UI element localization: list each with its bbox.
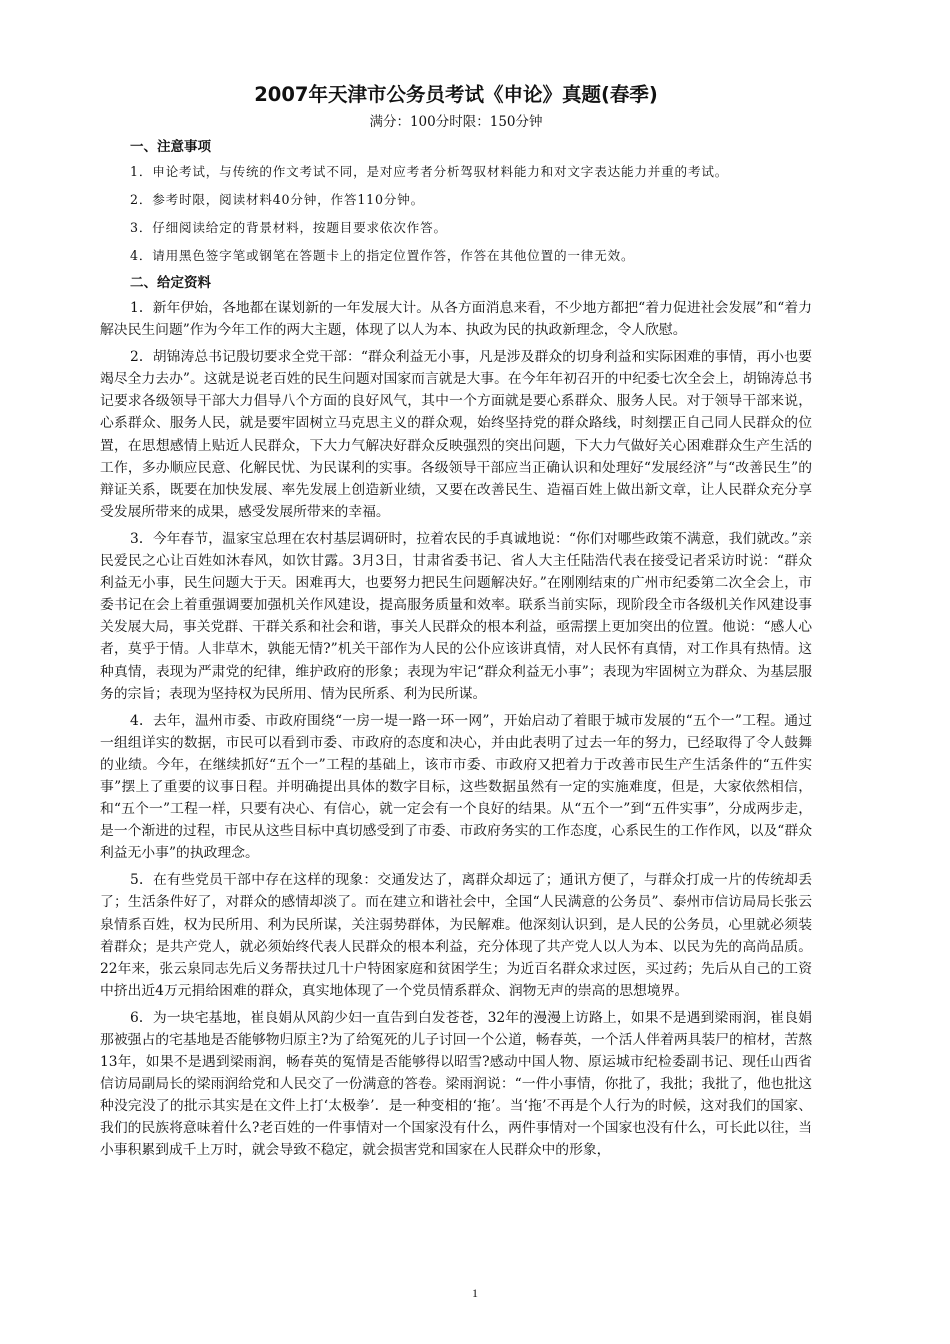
exam-info: 满分：100分时限：150分钟 — [369, 114, 543, 130]
notice-item: 2．参考时限，阅读材料40分钟，作答110分钟。 — [130, 192, 424, 207]
section-heading-materials: 二、给定资料 — [130, 275, 211, 291]
notice-item: 1．申论考试，与传统的作文考试不同，是对应考者分析驾驭材料能力和对文字表达能力并重的考试。 — [130, 164, 729, 179]
document-title: 2007年天津市公务员考试《申论》真题(春季) — [254, 83, 658, 106]
material-paragraph: 3．今年春节，温家宝总理在农村基层调研时，拉着农民的手真诚地说：“你们对哪些政策不满意，我们就改。”亲民爱民之心让百姓如沐春风，如饮甘露。3月3日，甘肃省委书记、省人大主任陆浩代表在接受记者采访时说：“群众利益无小事，民生问题大于天。困难再大，也要努力把民生问题解决好。”在刚刚结束的广州市纪委第二次全会上，市委书记在会上着重强调要加强机关作风建设，提高服务质量和效率。联系当前实际，现阶段全市各级机关作风建设事关发展大局，事关党群、干群关系和社会和谐，事关人民群众的根本利益，亟需摆上更加突出的位置。他说：“感人心者，莫乎于情。人非草木，孰能无情?”机关干部作为人民的公仆应该讲真情，对人民怀有真情，对工作具有热情。这种真情，表现为严肃党的纪律，维护政府的形象；表现为牢记“群众利益无小事”；表现为牢固树立为群众、为基层服务的宗旨；表现为坚持权为民所用、情为民所系、利为民所谋。 — [100, 530, 812, 702]
material-paragraph: 5．在有些党员干部中存在这样的现象：交通发达了，离群众却远了；通讯方便了，与群众打成一片的传统却丢了；生活条件好了，对群众的感情却淡了。而在建立和谐社会中，全国“人民满意的公务员”、泰州市信访局局长张云泉情系百姓，权为民所用、利为民所谋，关注弱势群体，为民解难。他深刻认识到，是人民的公务员，心里就必须装着群众；是共产党人，就必须始终代表人民群众的根本利益，充分体现了共产党人以人为本、以民为先的高尚品质。22年来，张云泉同志先后义务帮扶过几十户特困家庭和贫困学生；为近百名群众求过医，买过药；先后从自己的工资中挤出近4万元捐给困难的群众，真实地体现了一个党员情系群众、润物无声的崇高的思想境界。 — [100, 872, 812, 999]
page-number: 1 — [472, 1286, 478, 1300]
material-paragraph: 4．去年，温州市委、市政府围绕“一房一堤一路一环一网”，开始启动了着眼于城市发展的“五个一”工程。通过一组组详实的数据，市民可以看到市委、市政府的态度和决心，并由此表明了过去一年的努力，已经取得了令人鼓舞的业绩。今年，在继续抓好“五个一”工程的基础上，该市市委、市政府又把着力于改善市民生产生活条件的“五件实事”摆上了重要的议事日程。并明确提出具体的数字目标，这些数据虽然有一定的实施难度，但是，大家依然相信，和“五个一”工程一样，只要有决心、有信心，就一定会有一个良好的结果。从“五个一”到“五件实事”，分成两步走，是一个渐进的过程，市民从这些目标中真切感受到了市委、市政府务实的工作态度，心系民生的工作作风，以及“群众利益无小事”的执政理念。 — [100, 712, 812, 862]
section-heading-notices: 一、注意事项 — [130, 139, 211, 155]
notice-item: 4．请用黑色签字笔或钢笔在答题卡上的指定位置作答，作答在其他位置的一律无效。 — [130, 248, 635, 263]
material-paragraph: 1．新年伊始，各地都在谋划新的一年发展大计。从各方面消息来看，不少地方都把“着力促进社会发展”和“着力解决民生问题”作为今年工作的两大主题，体现了以人为本、执政为民的执政新理念，令人欣慰。 — [100, 300, 812, 339]
material-paragraph: 2．胡锦涛总书记殷切要求全党干部：“群众利益无小事，凡是涉及群众的切身利益和实际困难的事情，再小也要竭尽全力去办”。这就是说老百姓的民生问题对国家而言就是大事。在今年年初召开的中纪委七次全会上，胡锦涛总书记要求各级领导干部大力倡导八个方面的良好风气，其中一个方面就是要心系群众、服务人民。对于领导干部来说，心系群众、服务人民，就是要牢固树立马克思主义的群众观，始终坚持党的群众路线，时刻摆正自己同人民群众的位置，在思想感情上贴近人民群众，下大力气解决好群众反映强烈的突出问题，下大力气做好关心困难群众生产生活的工作，多办顺应民意、化解民忧、为民谋利的实事。各级领导干部应当正确认识和处理好“发展经济”与“改善民生”的辩证关系，既要在加快发展、率先发展上创造新业绩，又要在改善民生、造福百姓上做出新文章，让人民群众充分享受发展所带来的成果，感受发展所带来的幸福。 — [100, 349, 812, 520]
document-page — [100, 82, 812, 1167]
notice-item: 3．仔细阅读给定的背景材料，按题目要求依次作答。 — [130, 220, 447, 235]
material-paragraph: 6．为一块宅基地，崔良娟从风韵少妇一直告到白发苍苍，32年的漫漫上访路上，如果不是遇到梁雨润，崔良娟那被强占的宅基地是否能够物归原主?为了给冤死的儿子讨回一个公道，畅春英，一个活人伴着两具装尸的棺材，苦熬13年，如果不是遇到梁雨润，畅春英的冤情是否能够得以昭雪?感动中国人物、原运城市纪检委副书记、现任山西省信访局副局长的梁雨润给党和人民交了一份满意的答卷。梁雨润说：“一件小事情，你批了，我批；我批了，他也批这种没完没了的批示其实是在文件上打‘太极拳’．是一种变相的‘拖’。当‘拖’不再是个人行为的时候，这对我们的国家、我们的民族将意味着什么?老百姓的一件事情对一个国家没有什么，两件事情对一个国家也没有什么，可长此以往，当小事积累到成千上万时，就会导致不稳定，就会损害党和国家在人民群众中的形象， — [100, 1009, 812, 1159]
